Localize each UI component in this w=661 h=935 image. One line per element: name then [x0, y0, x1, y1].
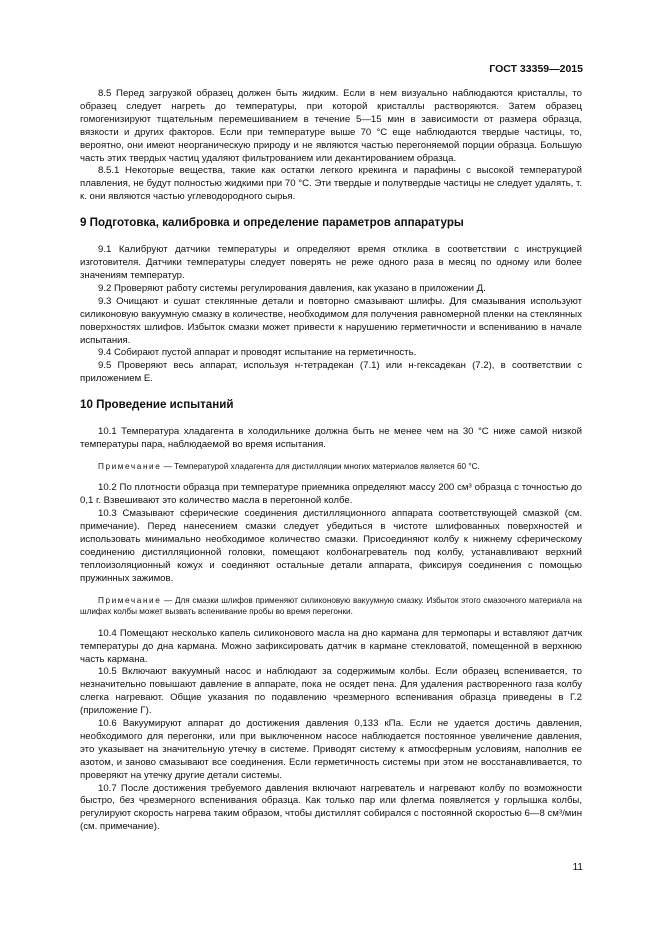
paragraph-9-4: 9.4 Собирают пустой аппарат и проводят испытание на герметичность. [98, 347, 417, 359]
note-10-3 [80, 595, 582, 618]
paragraph-9-1: 9.1 Калибруют датчики температуры и определяют время отклика в соответствии с инструкцией изготовителя. Датчики температуры следует поверять не реже одного раза в месяц по одному или более значениям температур. [80, 244, 582, 281]
paragraph-10-2: 10.2 По плотности образца при температуре приемника определяют массу 200 см³ образца с точностью до 0,1 г. Взвешивают это количество масла в перегонной колбе. [80, 482, 582, 507]
paragraph-9-5: 9.5 Проверяют весь аппарат, используя н-тетрадекан (7.1) или н-гексадекан (7.2), в соответствии с приложением Е. [80, 360, 582, 385]
document-body [80, 88, 582, 834]
note-lead: Примечание [98, 595, 162, 605]
paragraph-10-4: 10.4 Помещают несколько капель силиконового масла на дно кармана для термопары и вставляют датчик температуры до дна кармана. Можно зафиксировать датчик в кармане стекловатой, помещенной в верхнюю часть кармана. [80, 627, 582, 665]
paragraph-10-6: 10.6 Вакуумируют аппарат до достижения давления 0,133 кПа. Если не удается достичь давления, необходимого для перегонки, или при выключенном насосе наблюдается постоянное увеличение давления, это указывает на значительную утечку в системе. Приводят систему к атмосферным условиям, наполнив ее азотом, и заново смазывают все соединения. Если герметичность системы при этом не восстанавливается, то проверяют на утечку другие детали системы. [80, 718, 582, 781]
paragraph-10-3: 10.3 Смазывают сферические соединения дистилляционного аппарата соответствующей смазкой (см. примечание). Перед нанесением смазки следует убедиться в чистоте шлифованных поверхностей и использовать минимально необходимое количество смазки. Присоединяют колбу к нижнему сферическому соединению дистилляционной головки, помещают колбонагреватель под колбу, устанавливают верхний теплоизоляционный кожух и соединяют остальные детали аппарата, фиксируя соединения с помощью пружинных зажимов. [80, 508, 582, 584]
note-text: — Для смазки шлифов применяют силиконовую вакуумную смазку. Избыток этого смазочного материала на шлифах колбы может вызвать вспенивание пробы во время перегонки. [80, 595, 582, 617]
paragraph-8-5-1: 8.5.1 Некоторые вещества, такие как остатки легкого крекинга и парафины с высокой температурой плавления, не будут полностью жидкими при 70 °С. Эти твердые и полутвердые частицы не следует удалять, т. к. они являются частью углеводородного сырья. [80, 165, 582, 203]
paragraph-10-1: 10.1 Температура хладагента в холодильнике должна быть не менее чем на 30 °С ниже самой низкой температуры пара, наблюдаемой во время испытания. [80, 426, 582, 451]
paragraph-10-5: 10.5 Включают вакуумный насос и наблюдают за содержимым колбы. Если образец вспенивается, то незначительно повышают давление в аппарате, пока не осядет пена. Для удаления растворенного газа колбу слегка нагревают. Общие указания по подавлению чрезмерного вспенивания образца приведены в Г.2 (приложение Г). [80, 666, 582, 717]
section-heading-9: 9 Подготовка, калибровка и определение параметров аппаратуры [80, 216, 464, 230]
paragraph-9-2: 9.2 Проверяют работу системы регулирования давления, как указано в приложении Д. [98, 282, 486, 294]
page-number: 11 [572, 862, 583, 873]
note-lead: Примечание [98, 461, 162, 471]
note-text: — Температурой хладагента для дистилляции многих материалов является 60 °С. [161, 461, 480, 471]
paragraph-10-7: 10.7 После достижения требуемого давления включают нагреватель и нагревают колбу по возможности быстро, без чрезмерного вспенивания образца. Как только пар или флегма появляется у горлышка колбы, регулируют скорость нагрева таким образом, чтобы дистиллят собирался с постоянной скоростью 6—8 см³/мин (см. примечание). [80, 782, 582, 833]
paragraph-8-5: 8.5 Перед загрузкой образец должен быть жидким. Если в нем визуально наблюдаются кристаллы, то образец следует нагреть до температуры, при которой кристаллы растворяются. Затем образец гомогенизируют тщательным перемешиванием в течение 5—15 мин в зависимости от размера образца, вязкости и других факторов. Если при температуре выше 70 °С еще наблюдаются твердые частицы, то, вероятно, они имеют неорганическую природу и не являются частью перегоняемой порции образца. Большую часть этих твердых частиц удаляют фильтрованием или декантированием образца. [80, 88, 582, 164]
section-heading-10: 10 Проведение испытаний [80, 398, 234, 412]
paragraph-9-3: 9.3 Очищают и сушат стеклянные детали и повторно смазывают шлифы. Для смазывания используют силиконовую вакуумную смазку в количестве, необходимом для получения равномерной пленки на стеклянных поверхностях шлифов. Избыток смазки может привести к нарушению герметичности и вспениванию в начале испытания. [80, 295, 582, 346]
note-10-1 [80, 461, 582, 473]
document-code-header: ГОСТ 33359—2015 [489, 63, 583, 75]
